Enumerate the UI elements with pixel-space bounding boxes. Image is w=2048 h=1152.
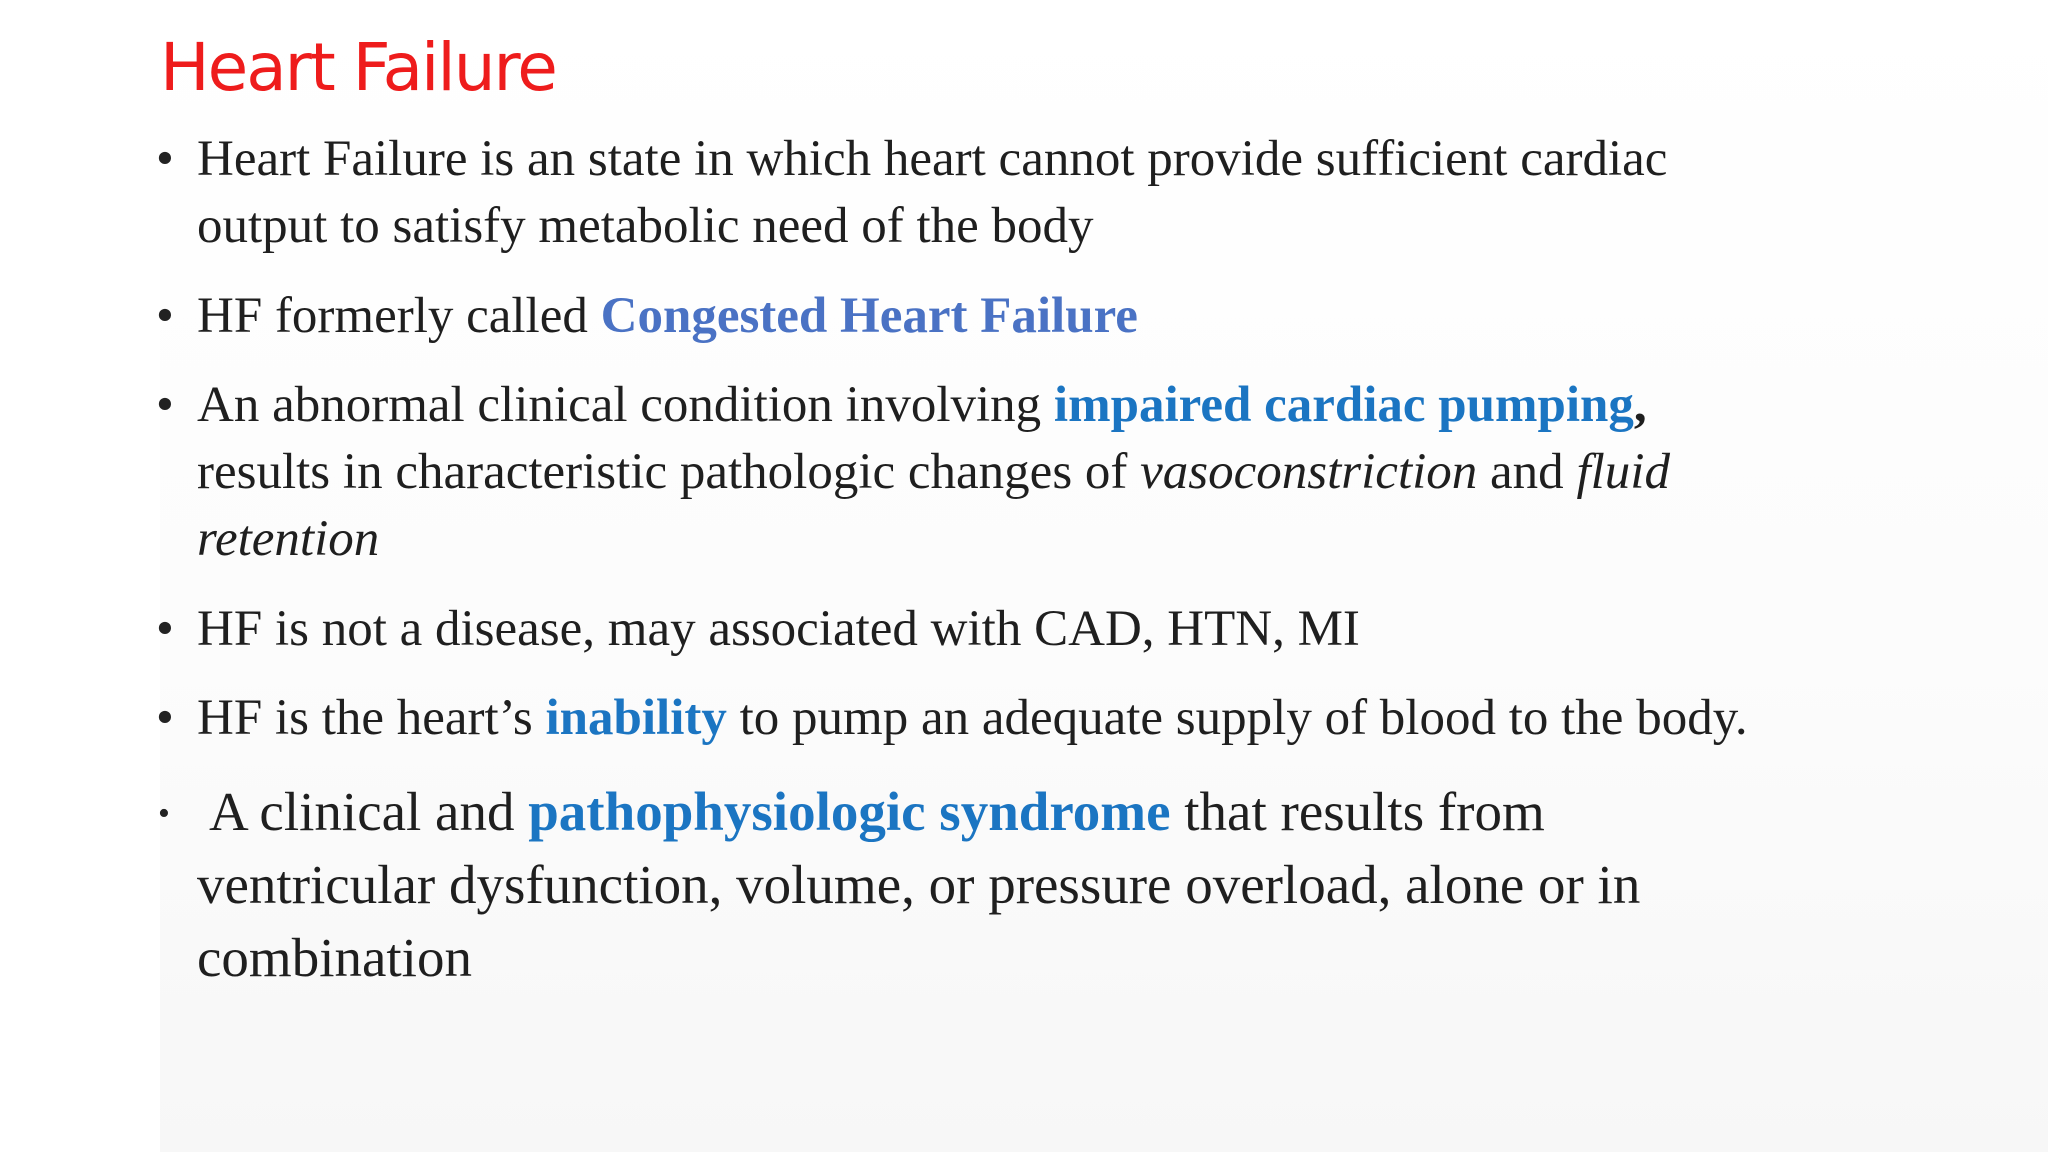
bullet-text: [197, 596, 1360, 663]
bullet-line: output to satisfy metabolic need of the body: [197, 198, 1094, 254]
bullet-text: [197, 283, 1138, 350]
bullet-text: [197, 126, 1667, 260]
text-run: A clinical and: [209, 781, 529, 842]
bullet-line: Heart Failure is an state in which heart cannot provide sufficient cardiac: [197, 131, 1668, 187]
bullet-line: [197, 372, 1670, 439]
bullet-text: [197, 775, 1640, 994]
text-run: ,: [1633, 377, 1647, 433]
emphasis-text: pathophysiologic syndrome: [528, 781, 1171, 842]
emphasis-text: inability: [545, 690, 727, 746]
italic-text: fluid: [1576, 444, 1670, 500]
bullet-text: [197, 372, 1670, 573]
bullet-line: ventricular dysfunction, volume, or pressure overload, alone or in: [197, 854, 1641, 915]
bullet-line: [197, 685, 1748, 752]
text-run: and: [1477, 444, 1577, 500]
bullet-line: retention: [197, 511, 380, 567]
text-run: that results from: [1170, 781, 1545, 842]
bullet-marker: •: [156, 131, 174, 187]
text-run: HF formerly called: [197, 288, 601, 344]
italic-text: vasoconstriction: [1140, 444, 1478, 500]
text-run: HF is the heart’s: [197, 690, 546, 746]
bullet-text: [197, 685, 1748, 752]
text-run: results in characteristic pathologic changes of: [197, 444, 1141, 500]
emphasis-text: Congested Heart Failure: [600, 288, 1138, 344]
bullet-marker: •: [156, 690, 174, 746]
bullet-marker: •: [156, 601, 174, 657]
bullet-marker: •: [156, 288, 174, 344]
bullet-line: combination: [197, 927, 472, 988]
bullet-line: [197, 439, 1670, 506]
bullet-marker: •: [156, 377, 174, 433]
slide-title: Heart Failure: [160, 29, 556, 106]
text-run: An abnormal clinical condition involving: [197, 377, 1054, 433]
bullet-line: [197, 283, 1138, 350]
bullet-line: HF is not a disease, may associated with CAD, HTN, MI: [197, 601, 1360, 657]
emphasis-text: impaired cardiac pumping: [1053, 377, 1634, 433]
bullet-line: [197, 775, 1640, 848]
bullet-marker: •: [158, 795, 170, 832]
text-run: to pump an adequate supply of blood to the body.: [726, 690, 1748, 746]
